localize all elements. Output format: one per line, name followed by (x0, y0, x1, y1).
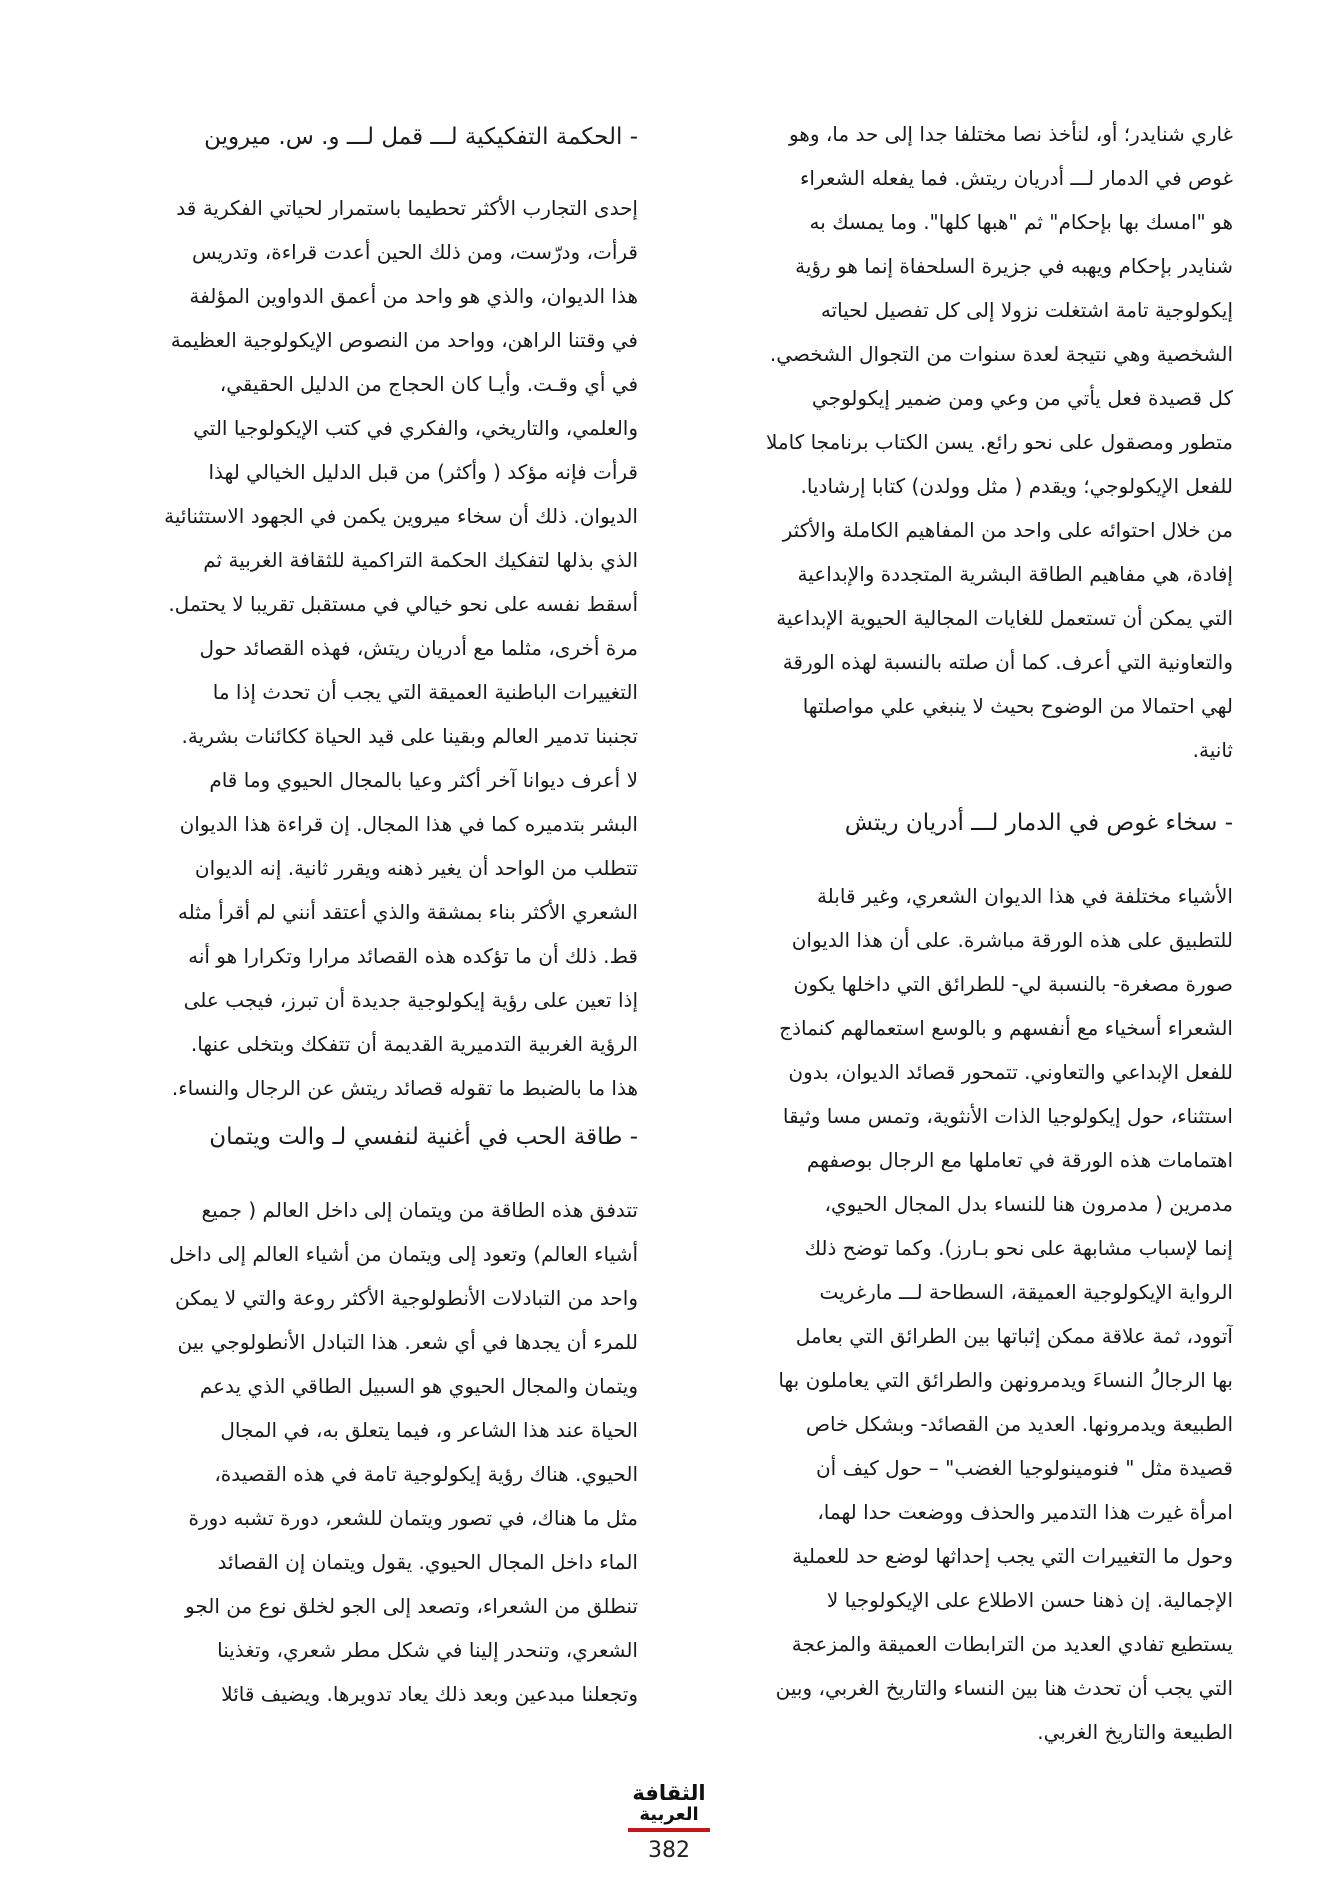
text-line: قصيدة مثل " فنومينولوجيا الغضب" – حول كيف أن (815, 1456, 1233, 1480)
text-line: غوص في الدمار لـــ أدريان ريتش. فما يفعله الشعراء (800, 166, 1233, 190)
text-line: الماء داخل المجال الحيوي. يقول ويتمان إن القصائد (217, 1550, 638, 1574)
text-line: لا أعرف ديوانا آخر أكثر وعيا بالمجال الحيوي وما قام (209, 768, 638, 792)
text-line: إحدى التجارب الأكثر تحطيما باستمرار لحياتي الفكرية قد (176, 196, 638, 220)
logo-word-2: العربية (639, 1804, 699, 1825)
text-line: التغييرات الباطنية العميقة التي يجب أن تحدث إذا ما (212, 680, 638, 704)
text-line: إنما لإسباب مشابهة على نحو بـارز). وكما توضح ذلك (804, 1236, 1233, 1260)
text-line: هذا ما بالضبط ما تقوله قصائد ريتش عن الرجال والنساء. (171, 1076, 638, 1100)
text-line: تجنبنا تدمير العالم وبقينا على قيد الحياة ككائنات بشرية. (181, 724, 638, 748)
magazine-logo (624, 1782, 714, 1832)
text-line: الشعري، وتنحدر إلينا في شكل مطر شعري، وتغذينا (217, 1638, 638, 1662)
text-line: إذا تعين على رؤية إيكولوجية جديدة أن تبرز، فيجب على (183, 988, 638, 1012)
text-line: للتطبيق على هذه الورقة مباشرة. على أن هذا الديوان (791, 928, 1233, 952)
text-line: في أي وقـت. وأيـا كان الحجاج من الدليل الحقيقي، (219, 372, 638, 396)
section-heading: - الحكمة التفكيكية لـــ قمل لـــ و. س. ميروين (204, 124, 638, 150)
text-line: والتعاونية التي أعرف. كما أن صلته بالنسبة لهذه الورقة (782, 650, 1233, 674)
text-line: الإجمالية. إن ذهنا حسن الاطلاع على الإيكولوجيا لا (826, 1588, 1233, 1612)
text-line: ويتمان والمجال الحيوي هو السبيل الطاقي الذي يدعم (199, 1374, 638, 1398)
text-line: غاري شنايدر؛ أو، لنأخذ نصا مختلفا جدا إلى حد ما، وهو (788, 122, 1233, 146)
text-line: التي يمكن أن تستعمل للغايات المجالية الحيوية الإبداعية (776, 606, 1233, 630)
text-line: كل قصيدة فعل يأتي من وعي ومن ضمير إيكولوجي (811, 386, 1233, 410)
text-line: الشخصية وهي نتيجة لعدة سنوات من التجوال الشخصي. (769, 342, 1233, 366)
text-line: أسقط نفسه على نحو خيالي في مستقبل تقريبا لا يحتمل. (168, 592, 638, 616)
section-heading: - طاقة الحب في أغنية لنفسي لـ والت ويتمان (209, 1124, 638, 1150)
paragraph-gap (713, 772, 1233, 796)
text-line: الطبيعة ويدمرونها. العديد من القصائد- وبشكل خاص (805, 1412, 1233, 1436)
text-line: الديوان. ذلك أن سخاء ميروين يكمن في الجهود الاستثنائية (164, 504, 638, 528)
text-line: الشعري الأكثر بناء بمشقة والذي أعتقد أنني لم أقرأ مثله (177, 900, 638, 924)
text-line: الحيوي. هناك رؤية إيكولوجية تامة في هذه القصيدة، (214, 1462, 638, 1486)
text-line: اهتمامات هذه الورقة في تعاملها مع الرجال بوصفهم (806, 1148, 1233, 1172)
text-line: ثانية. (1192, 738, 1233, 762)
text-line: أشياء العالم) وتعود إلى ويتمان من أشياء العالم إلى داخل (169, 1242, 638, 1266)
text-line: امرأة غيرت هذا التدمير والحذف ووضعت حدا لهما، (817, 1500, 1233, 1524)
text-line: هذا الديوان، والذي هو واحد من أعمق الدواوين المؤلفة (189, 284, 638, 308)
text-line: الذي بذلها لتفكيك الحكمة التراكمية للثقافة الغربية ثم (203, 548, 638, 572)
text-line: بها الرجالُ النساءَ ويدمرونهن والطرائق التي يعاملون بها (778, 1368, 1233, 1392)
text-line: الرواية الإيكولوجية العميقة، السطاحة لـــ مارغريت (819, 1280, 1233, 1304)
paragraph-gap (713, 850, 1233, 874)
text-line: البشر بتدميره كما في هذا المجال. إن قراءة هذا الديوان (179, 812, 638, 836)
text-line: صورة مصغرة- بالنسبة لي- للطرائق التي داخلها يكون (793, 972, 1233, 996)
left-column (118, 112, 638, 1716)
text-line: تتطلب من الواحد أن يغير ذهنه ويقرر ثانية. إنه الديوان (194, 856, 638, 880)
text-line: الرؤية الغربية التدميرية القديمة أن تتفكك وبتخلى عنها. (190, 1032, 638, 1056)
right-column (713, 112, 1233, 1754)
page-number: 382 (648, 1838, 690, 1863)
text-line: آتوود، ثمة علاقة ممكن إثباتها بين الطرائق التي بعامل (795, 1324, 1233, 1348)
text-line: إيكولوجية تامة اشتغلت نزولا إلى كل تفصيل لحياته (820, 298, 1233, 322)
text-line: للفعل الإيكولوجي؛ ويقدم ( مثل وولدن) كتابا إرشاديا. (800, 474, 1233, 498)
text-line: مثل ما هناك، في تصور ويتمان للشعر، دورة تشبه دورة (188, 1506, 638, 1530)
text-line: لهي احتمالا من الوضوح بحيث لا ينبغي علي مواصلتها (802, 694, 1233, 718)
text-line: الحياة عند هذا الشاعر و، فيما يتعلق به، في المجال (220, 1418, 638, 1442)
text-line: وتجعلنا مبدعين وبعد ذلك يعاد تدويرها. ويضيف قائلا (221, 1682, 638, 1706)
logo-word-1: الثقافة (632, 1781, 706, 1805)
text-line: إفادة، هي مفاهيم الطاقة البشرية المتجددة والإبداعية (797, 562, 1233, 586)
logo-red-bar (628, 1828, 710, 1832)
text-line: من خلال احتوائه على واحد من المفاهيم الكاملة والأكثر (782, 518, 1233, 542)
text-line: قرأت، ودرّست، ومن ذلك الحين أعدت قراءة، وتدريس (191, 240, 638, 264)
text-line: تنطلق من الشعراء، وتصعد إلى الجو لخلق نوع من الجو (185, 1594, 638, 1618)
text-line: التي يجب أن تحدث هنا بين النساء والتاريخ الغربي، وبين (775, 1676, 1233, 1700)
text-line: للمرء أن يجدها في أي شعر. هذا التبادل الأنطولوجي بين (177, 1330, 638, 1354)
text-line: قط. ذلك أن ما تؤكده هذه القصائد مرارا وتكرارا هو أنه (188, 944, 638, 968)
text-line: قرأت فإنه مؤكد ( وأكثر) من قبل الدليل الخيالي لهذا (208, 460, 638, 484)
paragraph-gap (118, 1164, 638, 1188)
text-line: يستطيع تفادي العديد من الترابطات العميقة والمزعجة (791, 1632, 1233, 1656)
text-line: هو "امسك بها بإحكام" ثم "هبها كلها". وما يمسك به (809, 210, 1233, 234)
text-line: متطور ومصقول على نحو رائع. يسن الكتاب برنامجا كاملا (765, 430, 1233, 454)
text-line: شنايدر بإحكام ويهبه في جزيرة السلحفاة إنما هو رؤية (795, 254, 1233, 278)
text-line: وحول ما التغييرات التي يجب إحداثها لوضع حد للعملية (792, 1544, 1233, 1568)
text-line: واحد من التبادلات الأنطولوجية الأكثر روعة والتي لا يمكن (175, 1286, 638, 1310)
text-line: مرة أخرى، مثلما مع أدريان ريتش، فهذه القصائد حول (199, 636, 638, 660)
text-line: في وقتنا الراهن، وواحد من النصوص الإيكولوجية العظيمة (170, 328, 638, 352)
text-line: استثناء، حول إيكولوجيا الذات الأنثوية، وتمس مسا وثيقا (782, 1104, 1233, 1128)
text-line: الشعراء أسخياء مع أنفسهم و بالوسع استعمالهم كنماذج (779, 1016, 1233, 1040)
paragraph-gap (118, 162, 638, 186)
section-heading: - سخاء غوص في الدمار لـــ أدريان ريتش (844, 810, 1233, 836)
text-line: الأشياء مختلفة في هذا الديوان الشعري، وغير قابلة (816, 884, 1233, 908)
text-line: للفعل الإبداعي والتعاوني. تتمحور قصائد الديوان، بدون (788, 1060, 1233, 1084)
text-line: والعلمي، والتاريخي، والفكري في كتب الإيكولوجيا التي (193, 416, 638, 440)
text-line: مدمرين ( مدمرون هنا للنساء بدل المجال الحيوي، (824, 1192, 1233, 1216)
text-line: الطبيعة والتاريخ الغربي. (1037, 1720, 1233, 1744)
text-line: تتدفق هذه الطاقة من ويتمان إلى داخل العالم ( جميع (201, 1198, 638, 1222)
